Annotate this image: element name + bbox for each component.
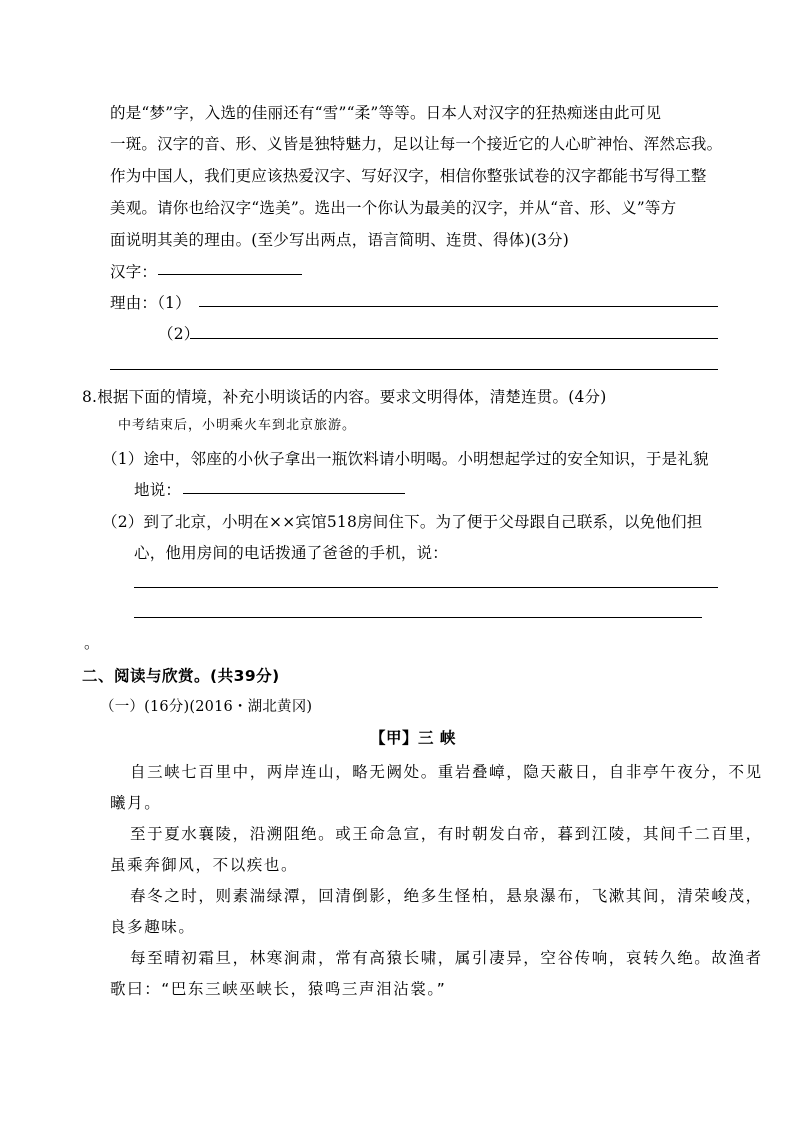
q7-para-line-1: 的是“梦”字，入选的佳丽还有“雪”“柔”等等。日本人对汉字的狂热痴迷由此可见 — [110, 104, 662, 122]
passage-line-5: 春冬之时，则素湍绿潭，回清倒影，绝多生怪柏，悬泉瀑布，飞漱其间，清荣峻茂， — [130, 887, 763, 905]
q8-end-mark: 。 — [84, 634, 100, 652]
reason-2-answer-line[interactable] — [190, 338, 718, 339]
q8-part1-answer-line[interactable] — [183, 493, 405, 494]
section-2-sub: （一）(16分)(2016・湖北黄冈) — [100, 699, 313, 715]
q8-part2-answer-line-2[interactable] — [134, 617, 702, 618]
passage-line-3: 至于夏水襄陵，沿溯阻绝。或王命急宣，有时朝发白帝，暮到江陵，其间千二百里， — [130, 825, 763, 843]
passage-line-6: 良多趣味。 — [110, 918, 196, 936]
q8-title: 8.根据下面的情境，补充小明谈话的内容。要求文明得体，清楚连贯。(4分) — [82, 388, 607, 406]
q7-para-line-5: 面说明其美的理由。(至少写出两点，语言简明、连贯、得体)(3分) — [110, 231, 569, 249]
hanzi-label: 汉字： — [110, 263, 158, 281]
reason-label: 理由：（1） — [110, 294, 191, 312]
q8-scene: 中考结束后，小明乘火车到北京旅游。 — [118, 418, 357, 433]
passage-line-1: 自三峡七百里中，两岸连山，略无阙处。重岩叠嶂，隐天蔽日，自非亭午夜分，不见 — [130, 763, 763, 781]
extra-answer-line[interactable] — [110, 369, 718, 370]
hanzi-answer-line[interactable] — [158, 274, 302, 275]
passage-title: 【甲】三 峡 — [370, 729, 456, 747]
reason-2-label: （2） — [158, 325, 200, 343]
passage-line-8: 歌曰：“巴东三峡巫峡长，猿鸣三声泪沾裳。” — [110, 980, 447, 998]
passage-line-2: 曦月。 — [110, 794, 162, 812]
q8-part2-answer-line-1[interactable] — [134, 587, 718, 588]
passage-line-7: 每至晴初霜旦，林寒涧肃，常有高猿长啸，属引凄异，空谷传响，哀转久绝。故渔者 — [130, 949, 763, 967]
passage-line-4: 虽乘奔御风，不以疾也。 — [110, 856, 299, 874]
q7-para-line-4: 美观。请你也给汉字“选美”。选出一个你认为最美的汉字，并从“音、形、义”等方 — [110, 199, 677, 217]
reason-1-answer-line[interactable] — [199, 306, 718, 307]
q8-part2-line2: 心，他用房间的电话拨通了爸爸的手机，说： — [134, 544, 449, 562]
q8-part2-line1: （2）到了北京，小明在××宾馆518房间住下。为了便于父母跟自己联系，以免他们担 — [102, 513, 703, 531]
q7-para-line-3: 作为中国人，我们更应该热爱汉字、写好汉字，相信你整张试卷的汉字都能书写得工整 — [110, 167, 707, 185]
q8-part1-line1: （1）途中，邻座的小伙子拿出一瓶饮料请小明喝。小明想起学过的安全知识，于是礼貌 — [102, 450, 709, 468]
q8-part1-line2: 地说： — [134, 481, 182, 499]
section-2-title: 二、阅读与欣赏。(共39分) — [82, 667, 280, 685]
q7-para-line-2: 一斑。汉字的音、形、义皆是独特魅力，足以让每一个接近它的人心旷神怡、浑然忘我。 — [110, 135, 723, 153]
